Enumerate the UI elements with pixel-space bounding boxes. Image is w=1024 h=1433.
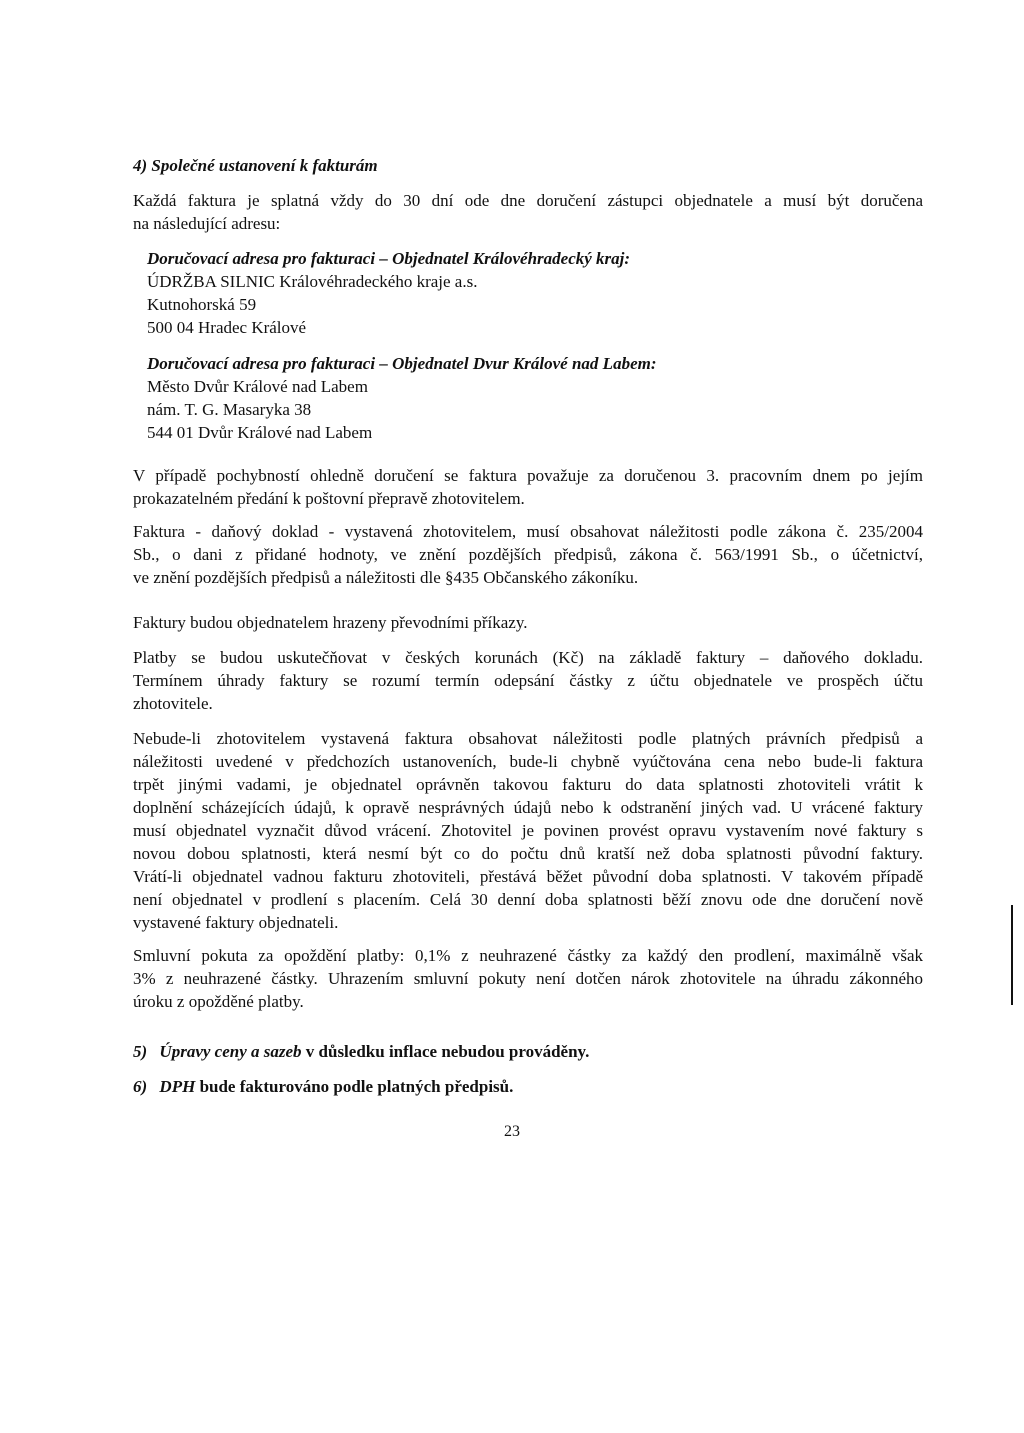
address-2-line-2: nám. T. G. Masaryka 38: [147, 400, 312, 419]
tax-line-3: ve znění pozdějších předpisů a náležitosti dle §435 Občanského zákoníku.: [133, 568, 639, 587]
intro-line-2: na následující adresu:: [133, 214, 281, 233]
section-5: [133, 1041, 589, 1063]
penalty-line-2: 3% z neuhrazené částky. Uhrazením smluvní pokuty není dotčen nárok zhotovitele na úhradu zákonného: [133, 969, 923, 988]
return-line-7: Vrátí-li objednatel vadnou fakturu zhotoviteli, přestává běžet původní doba splatnosti. V takovém případě: [133, 867, 923, 886]
address-2-title: Doručovací adresa pro fakturaci – Objednatel Dvur Králové nad Labem:: [147, 354, 657, 373]
return-line-5: musí objednatel vyznačit důvod vrácení. Zhotovitel je povinen provést opravu vystavením nové faktury s: [133, 821, 923, 840]
doubt-line-2: prokazatelném předání k poštovní přepravě zhotovitelem.: [133, 489, 525, 508]
return-line-3: trpět jinými vadami, je objednatel oprávněn takovou fakturu do data splatnosti zhotoviteli vrátit k: [133, 775, 923, 794]
currency-line-1: Platby se budou uskutečňovat v českých korunách (Kč) na základě faktury – daňového dokladu.: [133, 648, 923, 667]
section-5-emphasis: Úpravy ceny a sazeb: [159, 1042, 302, 1061]
penalty-line-3: úroku z opožděné platby.: [133, 992, 304, 1011]
address-2-line-1: Město Dvůr Králové nad Labem: [147, 377, 368, 396]
address-1-line-1: ÚDRŽBA SILNIC Královéhradeckého kraje a.s.: [147, 272, 478, 291]
address-2-line-3: 544 01 Dvůr Králové nad Labem: [147, 423, 373, 442]
return-line-4: doplnění scházejících údajů, k opravě nesprávných údajů nebo k odstranění jiných vad. U vrácené faktury: [133, 798, 923, 817]
section-6-text: bude fakturováno podle platných předpisů.: [195, 1077, 514, 1096]
currency-line-3: zhotovitele.: [133, 694, 213, 713]
currency-line-2: Termínem úhrady faktury se rozumí termín odepsání částky z účtu objednatele ve prospěch účtu: [133, 671, 923, 690]
return-line-2: náležitosti uvedené v předchozích ustanoveních, bude-li chybně vyúčtována cena nebo bude-li faktura: [133, 752, 923, 771]
penalty-line-1: Smluvní pokuta za opoždění platby: 0,1% z neuhrazené částky za každý den prodlení, maximálně však: [133, 946, 923, 965]
intro-line-1: Každá faktura je splatná vždy do 30 dní ode dne doručení zástupci objednatele a musí být doručena: [133, 191, 923, 210]
section-5-number: 5): [133, 1042, 148, 1061]
margin-line: [1011, 905, 1013, 1005]
section-6: [133, 1076, 513, 1098]
payment-orders-text: Faktury budou objednatelem hrazeny převodními příkazy.: [133, 613, 528, 632]
return-line-1: Nebude-li zhotovitelem vystavená faktura obsahovat náležitosti podle platných právních předpisů a: [133, 729, 923, 748]
address-1-line-2: Kutnohorská 59: [147, 295, 257, 314]
page-number: 23: [504, 1123, 520, 1140]
address-1-title: Doručovací adresa pro fakturaci – Objednatel Královéhradecký kraj:: [147, 249, 631, 268]
address-1-line-3: 500 04 Hradec Králové: [147, 318, 307, 337]
return-line-6: novou dobou splatnosti, která nesmí být co do počtu dnů kratší než doba splatnosti původní faktury.: [133, 844, 923, 863]
doubt-line-1: V případě pochybností ohledně doručení se faktura považuje za doručenou 3. pracovním dnem po jejím: [133, 466, 923, 485]
tax-line-2: Sb., o dani z přidané hodnoty, ve znění pozdějších předpisů, zákona č. 563/1991 Sb., o účetnictví,: [133, 545, 923, 564]
tax-line-1: Faktura - daňový doklad - vystavená zhotovitelem, musí obsahovat náležitosti podle zákona č. 235/2004: [133, 522, 923, 541]
section-4-heading: 4) Společné ustanovení k fakturám: [133, 156, 378, 175]
return-line-8: není objednatel v prodlení s placením. Celá 30 denní doba splatnosti běží znovu ode dne doručení nově: [133, 890, 923, 909]
section-6-emphasis: DPH: [159, 1077, 196, 1096]
section-5-text: v důsledku inflace nebudou prováděny.: [301, 1042, 590, 1061]
section-6-number: 6): [133, 1077, 148, 1096]
return-line-9: vystavené faktury objednateli.: [133, 913, 339, 932]
